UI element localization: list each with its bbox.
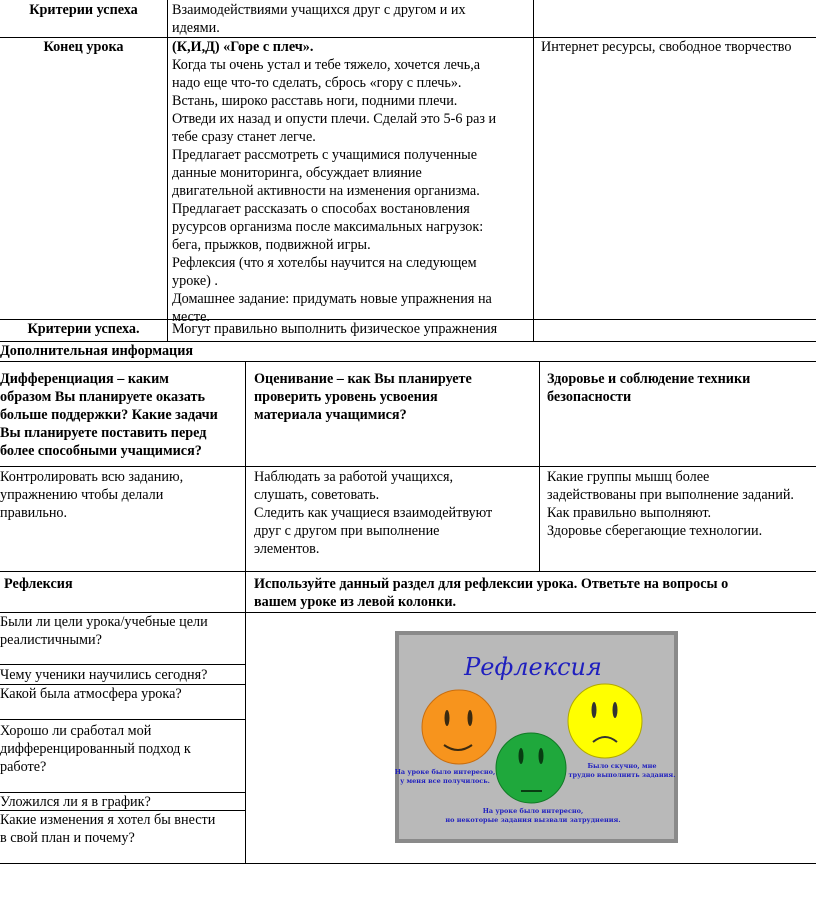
caption-bottom-line: но некоторые задания вызвали затруднения. — [445, 816, 621, 824]
eye — [519, 748, 524, 764]
text-line: материала учащимися? — [254, 407, 407, 423]
caption-left-line: На уроке было интересно, — [395, 768, 496, 776]
question-5 — [0, 793, 245, 811]
differentiation-header — [0, 370, 245, 460]
green-neutral-face-icon — [496, 733, 566, 803]
text-line: Взаимодействиями учащихся друг с другом и их — [172, 2, 466, 18]
text-line: элементов. — [254, 541, 320, 557]
assessment-value — [254, 468, 539, 558]
text-line: данные мониторинга, обсуждает влияние — [172, 165, 422, 181]
text-line: идеями. — [172, 20, 220, 36]
text-line: Хорошо ли сработал мой — [0, 723, 152, 739]
text-line: Какие группы мышц более — [547, 469, 710, 485]
text-line: Отведи их назад и опусти плечи. Сделай это 5-6 раз и — [172, 111, 497, 127]
success-criteria-2-label: Критерии успеха. — [27, 321, 140, 337]
image-title: Рефлексия — [464, 653, 602, 681]
reflection-image — [395, 631, 678, 843]
text-line: Какие изменения я хотел бы внести — [0, 812, 216, 828]
column-divider — [245, 361, 246, 864]
success-criteria-label: Критерии успеха — [29, 2, 138, 18]
lesson-end-label: Конец урока — [43, 39, 124, 55]
exercise-title: (К,И,Д) «Горе с плеч». — [172, 39, 314, 55]
eye — [539, 748, 544, 764]
additional-info-title: Дополнительная информация — [0, 343, 194, 359]
row-divider — [0, 863, 816, 864]
success-criteria-2-content: Могут правильно выполнить физическое упражнения — [172, 321, 498, 337]
text-line: задействованы при выполнение заданий. — [547, 487, 794, 503]
caption-right-line: Было скучно, мне — [587, 762, 657, 770]
orange-face-circle — [422, 690, 496, 764]
text-line: Были ли цели урока/учебные цели — [0, 614, 208, 630]
reflection-label: Рефлексия — [4, 576, 73, 592]
text-line: Какой была атмосфера урока? — [0, 686, 182, 702]
text-line: бега, прыжков, подвижной игры. — [172, 237, 371, 253]
text-line: работе? — [0, 759, 47, 775]
text-line: Наблюдать за работой учащихся, — [254, 469, 454, 485]
text-line: Уложился ли я в график? — [0, 794, 151, 810]
text-line: Чему ученики научились сегодня? — [0, 667, 208, 683]
text-line: Оценивание – как Вы планируете — [254, 371, 472, 387]
text-line: больше поддержки? Какие задачи — [0, 407, 218, 423]
question-3 — [0, 685, 245, 703]
question-2 — [0, 666, 245, 684]
question-1 — [0, 613, 245, 649]
differentiation-value — [0, 468, 245, 522]
assessment-header — [254, 370, 539, 424]
text-line: Следить как учащиеся взаимодейтвуют — [254, 505, 493, 521]
eye — [592, 702, 597, 718]
text-line: проверить уровень усвоения — [254, 389, 438, 405]
text-line: друг с другом при выполнение — [254, 523, 440, 539]
text-line: двигательной активности на изменения организма. — [172, 183, 480, 199]
orange-smiley-icon — [422, 690, 496, 764]
text-line: месте. — [172, 309, 210, 325]
row-divider — [0, 361, 816, 362]
text-line: Встань, широко расставь ноги, подними плечи. — [172, 93, 458, 109]
text-line: вашем уроке из левой колонки. — [254, 594, 457, 610]
text-line: более способными учащимися? — [0, 443, 202, 459]
question-4 — [0, 722, 245, 776]
text-line: дифференцированный подход к — [0, 741, 191, 757]
text-line: упражнению чтобы делали — [0, 487, 164, 503]
text-line: реалистичными? — [0, 632, 102, 648]
text-line: надо еще что-то сделать, сбрось «гору с плечь». — [172, 75, 462, 91]
text-line: Рефлексия (что я хотелбы научится на следующем — [172, 255, 477, 271]
resources-text: Интернет ресурсы, свободное творчество — [541, 39, 792, 55]
text-line: слушать, советовать. — [254, 487, 380, 503]
text-line: Предлагает рассказать о способах востановления — [172, 201, 470, 217]
success-criteria-content — [168, 1, 533, 37]
text-line: Дифференциация – каким — [0, 371, 169, 387]
text-line: в свой план и почему? — [0, 830, 135, 846]
text-line: безопасности — [547, 389, 632, 405]
question-divider — [0, 719, 245, 720]
caption-bottom-line: На уроке было интересно, — [482, 807, 584, 815]
lesson-end-content — [168, 38, 533, 326]
row-divider — [0, 571, 816, 572]
health-value — [547, 468, 816, 540]
column-divider — [539, 361, 540, 572]
eye — [613, 702, 618, 718]
green-face-circle — [496, 733, 566, 803]
text-line: Предлагает рассмотреть с учащимися полученные — [172, 147, 478, 163]
yellow-sad-face-icon — [568, 684, 642, 758]
caption-left-line: у меня все получилось. — [400, 777, 490, 785]
text-line: уроке) . — [172, 273, 218, 289]
text-line: тебе сразу станет легче. — [172, 129, 316, 145]
eye — [445, 710, 450, 726]
question-divider — [0, 664, 245, 665]
text-line: Как правильно выполняют. — [547, 505, 712, 521]
text-line: Вы планируете поставить перед — [0, 425, 207, 441]
text-line: Контролировать всю заданию, — [0, 469, 184, 485]
eye — [468, 710, 473, 726]
caption-right-line: трудно выполнить задания. — [568, 771, 676, 779]
text-line: правильно. — [0, 505, 68, 521]
text-line: Здоровье и соблюдение техники — [547, 371, 751, 387]
text-line: Здоровье сберегающие технологии. — [547, 523, 763, 539]
column-divider — [533, 0, 534, 341]
row-divider — [0, 466, 816, 467]
health-header — [547, 370, 816, 406]
reflection-instruction — [254, 575, 816, 611]
text-line: Домашнее задание: придумать новые упражнения на — [172, 291, 492, 307]
text-line: русурсов организма после максимальных нагрузок: — [172, 219, 484, 235]
yellow-face-circle — [568, 684, 642, 758]
text-line: образом Вы планируете оказать — [0, 389, 206, 405]
question-6 — [0, 811, 245, 847]
text-line: Используйте данный раздел для рефлексии урока. Ответьте на вопросы о — [254, 576, 729, 592]
text-line: Когда ты очень устал и тебе тяжело, хочется лечь,а — [172, 57, 481, 73]
